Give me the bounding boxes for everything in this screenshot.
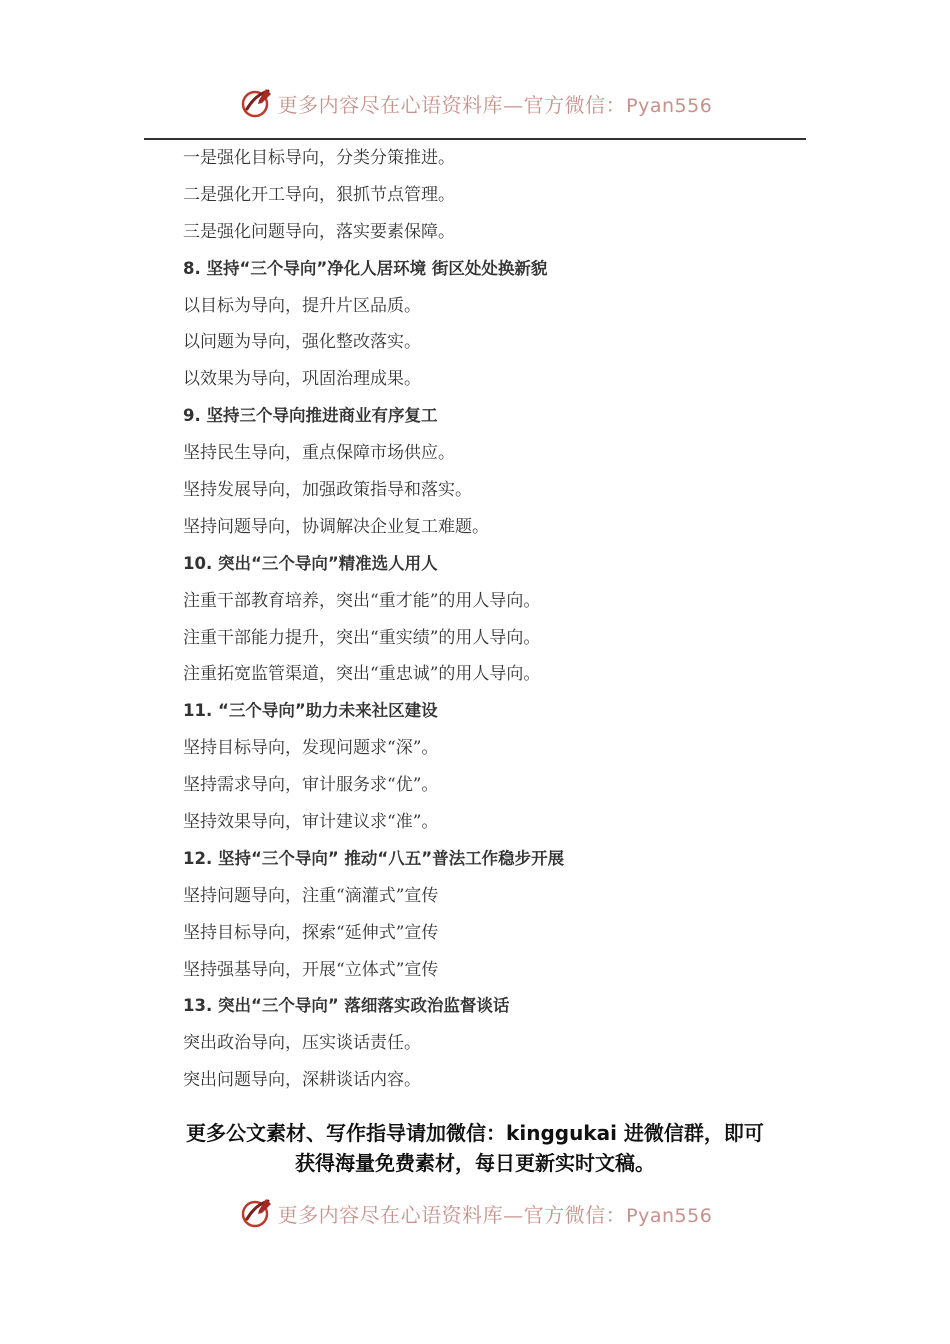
document-body [183,140,803,1099]
banner-text: 更多内容尽在心语资料库—官方微信：Pyan556 [277,92,713,117]
list-item: 坚持目标导向，发现问题求“深”。 [183,738,439,759]
list-item: 坚持目标导向，探索“延伸式”宣传 [183,922,439,943]
list-item: 三是强化问题导向，落实要素保障。 [183,221,455,242]
section-heading: 9. 坚持三个导向推进商业有序复工 [183,406,438,426]
list-item: 坚持民生导向，重点保障市场供应。 [183,443,455,464]
header-banner [0,81,950,125]
pen-swirl-logo-icon [238,85,274,121]
list-item: 二是强化开工导向，狠抓节点管理。 [183,184,455,205]
list-item: 突出政治导向，压实谈话责任。 [183,1033,421,1054]
pen-swirl-logo-icon [238,1195,274,1231]
list-item: 坚持强基导向，开展“立体式”宣传 [183,959,439,980]
list-item: 以问题为导向，强化整改落实。 [183,332,421,353]
section-heading: 11. “三个导向”助力未来社区建设 [183,701,438,721]
list-item: 一是强化目标导向，分类分策推进。 [183,148,455,168]
footer-banner-inner [238,1195,713,1231]
banner-text: 更多内容尽在心语资料库—官方微信：Pyan556 [277,1202,713,1227]
list-item: 注重干部能力提升，突出“重实绩”的用人导向。 [183,627,541,648]
list-item: 坚持需求导向，审计服务求“优”。 [183,775,439,796]
promo-line-1: 更多公文素材、写作指导请加微信：kinggukai 进微信群，即可 [186,1121,764,1145]
list-item: 坚持效果导向，审计建议求“准”。 [183,812,439,833]
list-item: 坚持问题导向，协调解决企业复工难题。 [183,516,489,537]
list-item: 注重干部教育培养，突出“重才能”的用人导向。 [183,590,541,611]
list-item: 以效果为导向，巩固治理成果。 [183,369,421,390]
list-item: 坚持问题导向，注重“滴灌式”宣传 [183,885,439,906]
list-item: 坚持发展导向，加强政策指导和落实。 [183,480,472,501]
section-heading: 12. 坚持“三个导向” 推动“八五”普法工作稳步开展 [183,848,565,868]
list-item: 注重拓宽监管渠道，突出“重忠诚”的用人导向。 [183,664,541,685]
list-item: 突出问题导向，深耕谈话内容。 [183,1070,421,1091]
footer-banner [0,1191,950,1235]
list-item: 以目标为导向，提升片区品质。 [183,295,421,316]
header-banner-inner [238,85,713,121]
promo-text [0,1118,950,1178]
section-heading: 13. 突出“三个导向” 落细落实政治监督谈话 [183,996,510,1016]
promo-line-2: 获得海量免费素材，每日更新实时文稿。 [295,1151,655,1175]
section-heading: 8. 坚持“三个导向”净化人居环境 街区处处换新貌 [183,258,548,278]
section-heading: 10. 突出“三个导向”精准选人用人 [183,553,438,573]
